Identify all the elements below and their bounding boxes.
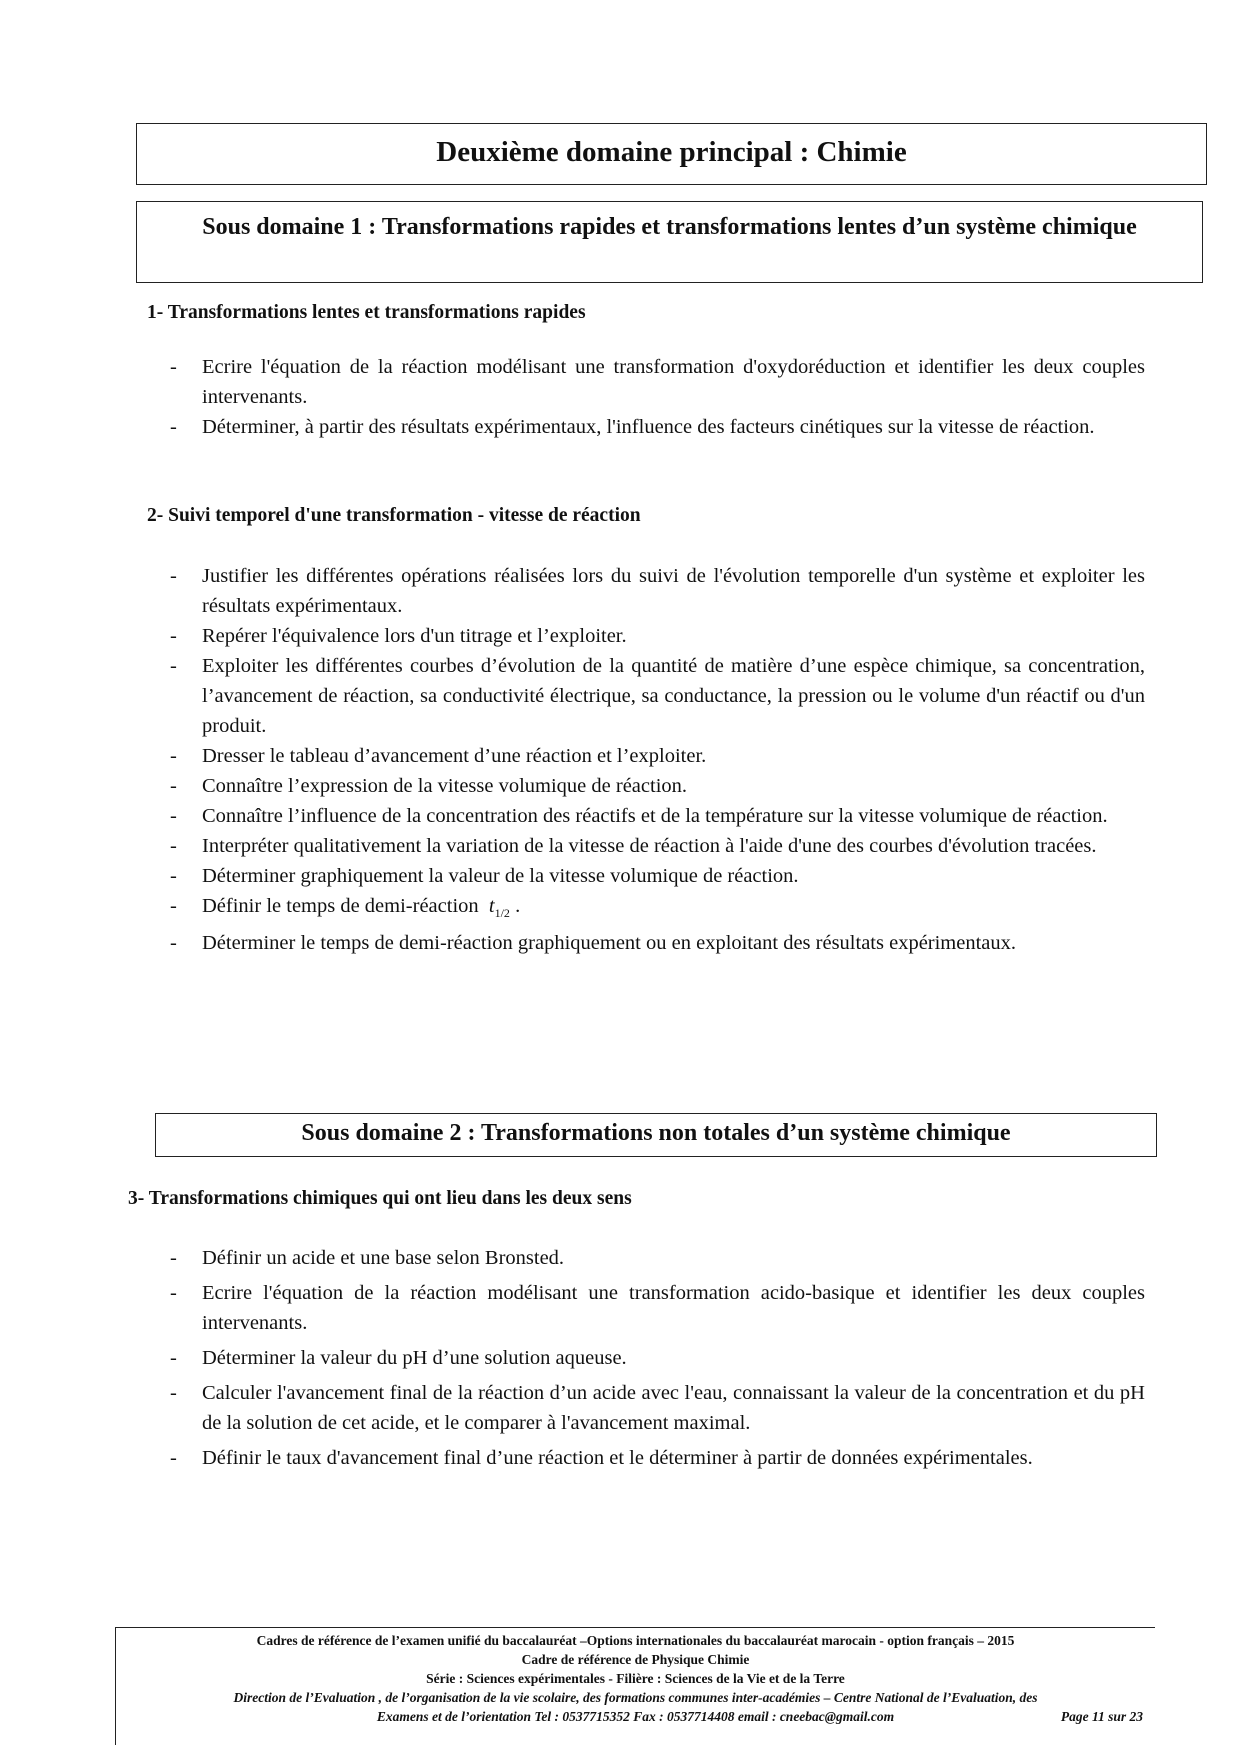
page-footer [115,1627,1155,1745]
sous-domaine-2-box [155,1113,1157,1157]
footer-line-3: Série : Sciences expérimentales - Filière : Sciences de la Vie et de la Terre [426,1671,845,1686]
footer-line-5 [116,1707,1155,1726]
sous-domaine-1-title: Sous domaine 1 : Transformations rapides et transformations lentes d’un système chimique [202,214,1137,240]
main-title-box [136,123,1207,185]
footer-line-4: Direction de l’Evaluation , de l’organisation de la vie scolaire, des formations communes inter-académies – Centre National de l’Evaluation, des [233,1690,1038,1705]
main-title: Deuxième domaine principal : Chimie [436,136,907,168]
list-item: - Interpréter qualitativement la variation de la vitesse de réaction à l'aide d'une des courbes d'évolution tracées. [170,831,1145,861]
footer-contact: Examens et de l’orientation Tel : 0537715352 Fax : 0537714408 email : cneebac@gmail.com [376,1709,895,1724]
list-item-t-half: - Définir le temps de demi-réaction $t_{1/2}$ . [170,891,1145,928]
list-item: - Exploiter les différentes courbes d’évolution de la quantité de matière d’une espèce chimique, sa concentration, l’avancement de réaction, sa conductivité électrique, sa conductance, la pression ou le volume d'un réactif ou d'un produit. [170,651,1145,741]
section-3-list [170,1243,1145,1473]
list-item: - Justifier les différentes opérations réalisées lors du suivi de l'évolution temporelle d'un système et exploiter les résultats expérimentaux. [170,561,1145,621]
sous-domaine-2-title: Sous domaine 2 : Transformations non totales d’un système chimique [301,1120,1011,1146]
footer-line-1: Cadres de référence de l’examen unifié du baccalauréat –Options internationales du baccalauréat marocain - option français – 2015 [256,1633,1015,1648]
list-item: - Déterminer la valeur du pH d’une solution aqueuse. [170,1343,1145,1373]
sous-domaine-1-box [136,201,1203,283]
list-item: - Déterminer, à partir des résultats expérimentaux, l'influence des facteurs cinétiques sur la vitesse de réaction. [170,412,1145,442]
section-1-heading: 1- Transformations lentes et transformations rapides [147,302,586,323]
list-item: - Déterminer le temps de demi-réaction graphiquement ou en exploitant des résultats expérimentaux. [170,928,1145,958]
list-item: - Calculer l'avancement final de la réaction d’un acide avec l'eau, connaissant la valeur de la concentration et du pH de la solution de cet acide, et le comparer à l'avancement maximal. [170,1378,1145,1438]
list-item: - Connaître l’expression de la vitesse volumique de réaction. [170,771,1145,801]
list-item: - Repérer l'équivalence lors d'un titrage et l’exploiter. [170,621,1145,651]
list-item-text: Définir le temps de demi-réaction [202,895,479,917]
list-item: - Définir le taux d'avancement final d’une réaction et le déterminer à partir de données expérimentales. [170,1443,1145,1473]
list-item: - Dresser le tableau d’avancement d’une réaction et l’exploiter. [170,741,1145,771]
section-2-heading: 2- Suivi temporel d'une transformation - vitesse de réaction [147,505,641,526]
page-number: Page 11 sur 23 [1060,1709,1143,1724]
footer-line-2: Cadre de référence de Physique Chimie [521,1652,750,1667]
section-3-heading: 3- Transformations chimiques qui ont lieu dans les deux sens [128,1188,632,1209]
section-2-list [170,561,1145,958]
list-item: - Connaître l’influence de la concentration des réactifs et de la température sur la vitesse volumique de réaction. [170,801,1145,831]
list-item: - Ecrire l'équation de la réaction modélisant une transformation acido-basique et identifier les deux couples intervenants. [170,1278,1145,1338]
t-half-sub: 1/2 [494,906,510,921]
t-half-symbol: t [488,895,495,917]
section-1-list [170,352,1145,442]
list-item: - Déterminer graphiquement la valeur de la vitesse volumique de réaction. [170,861,1145,891]
list-item: - Définir un acide et une base selon Bronsted. [170,1243,1145,1273]
list-item: - Ecrire l'équation de la réaction modélisant une transformation d'oxydoréduction et identifier les deux couples intervenants. [170,352,1145,412]
